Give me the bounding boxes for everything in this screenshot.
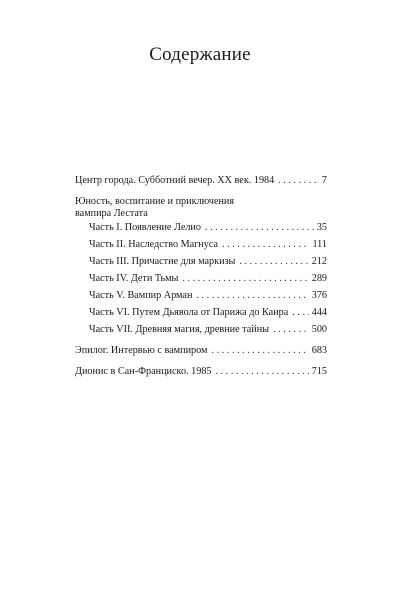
toc-entry-label: Эпилог. Интервью с вампиром [75, 345, 208, 356]
section-heading [75, 196, 275, 220]
toc-entry-part-2[interactable] [89, 239, 327, 251]
toc-entry-page: 444 [311, 307, 327, 318]
toc-entry-label: Часть I. Появление Лелио [89, 222, 201, 233]
toc-entry-prologue[interactable] [75, 175, 327, 187]
leader-dots [292, 307, 308, 319]
toc-entry-dionysus[interactable] [75, 366, 327, 378]
leader-dots [205, 222, 314, 234]
toc-entry-part-4[interactable] [89, 273, 327, 285]
toc-entry-page: 715 [311, 366, 327, 377]
page-title: Содержание [149, 44, 251, 65]
toc-entry-label: Часть VII. Древняя магия, древние тайны [89, 324, 270, 335]
toc-entry-label: Часть IV. Дети Тьмы [89, 273, 179, 284]
toc-entry-page: 683 [311, 345, 327, 356]
toc-entry-page: 500 [311, 324, 327, 335]
toc-entry-page: 111 [312, 239, 327, 250]
toc-entry-page: 35 [316, 222, 327, 233]
toc-entry-label: Центр города. Субботний вечер. XX век. 1984 [75, 175, 275, 186]
toc-entry-label: Часть VI. Путем Дьявола от Парижа до Каира [89, 307, 289, 318]
toc-entry-label: Часть V. Вампир Арман [89, 290, 193, 301]
leader-dots [196, 290, 308, 302]
section-heading-line-2: вампира Лестата [75, 208, 148, 220]
leader-dots [273, 324, 309, 336]
toc-entry-part-1[interactable] [89, 222, 327, 234]
leader-dots [182, 273, 308, 285]
leader-dots [211, 345, 308, 357]
toc-entry-label: Дионис в Сан-Франциско. 1985 [75, 366, 212, 377]
toc-entry-page: 212 [311, 256, 327, 267]
toc-entry-part-5[interactable] [89, 290, 327, 302]
toc-entry-epilogue[interactable] [75, 345, 327, 357]
leader-dots [216, 366, 309, 378]
toc-entry-page: 376 [311, 290, 327, 301]
toc-entry-part-7[interactable] [89, 324, 327, 336]
toc-entry-label: Часть III. Причастие для маркизы [89, 256, 236, 267]
leader-dots [239, 256, 308, 268]
leader-dots [278, 175, 319, 187]
toc-entry-part-6[interactable] [89, 307, 327, 319]
toc-entry-part-3[interactable] [89, 256, 327, 268]
toc-entry-page: 289 [311, 273, 327, 284]
section-heading-line-1: Юность, воспитание и приключения [75, 196, 235, 207]
toc-entry-label: Часть II. Наследство Магнуса [89, 239, 219, 250]
leader-dots [222, 239, 309, 251]
toc-entry-page: 7 [321, 175, 327, 186]
